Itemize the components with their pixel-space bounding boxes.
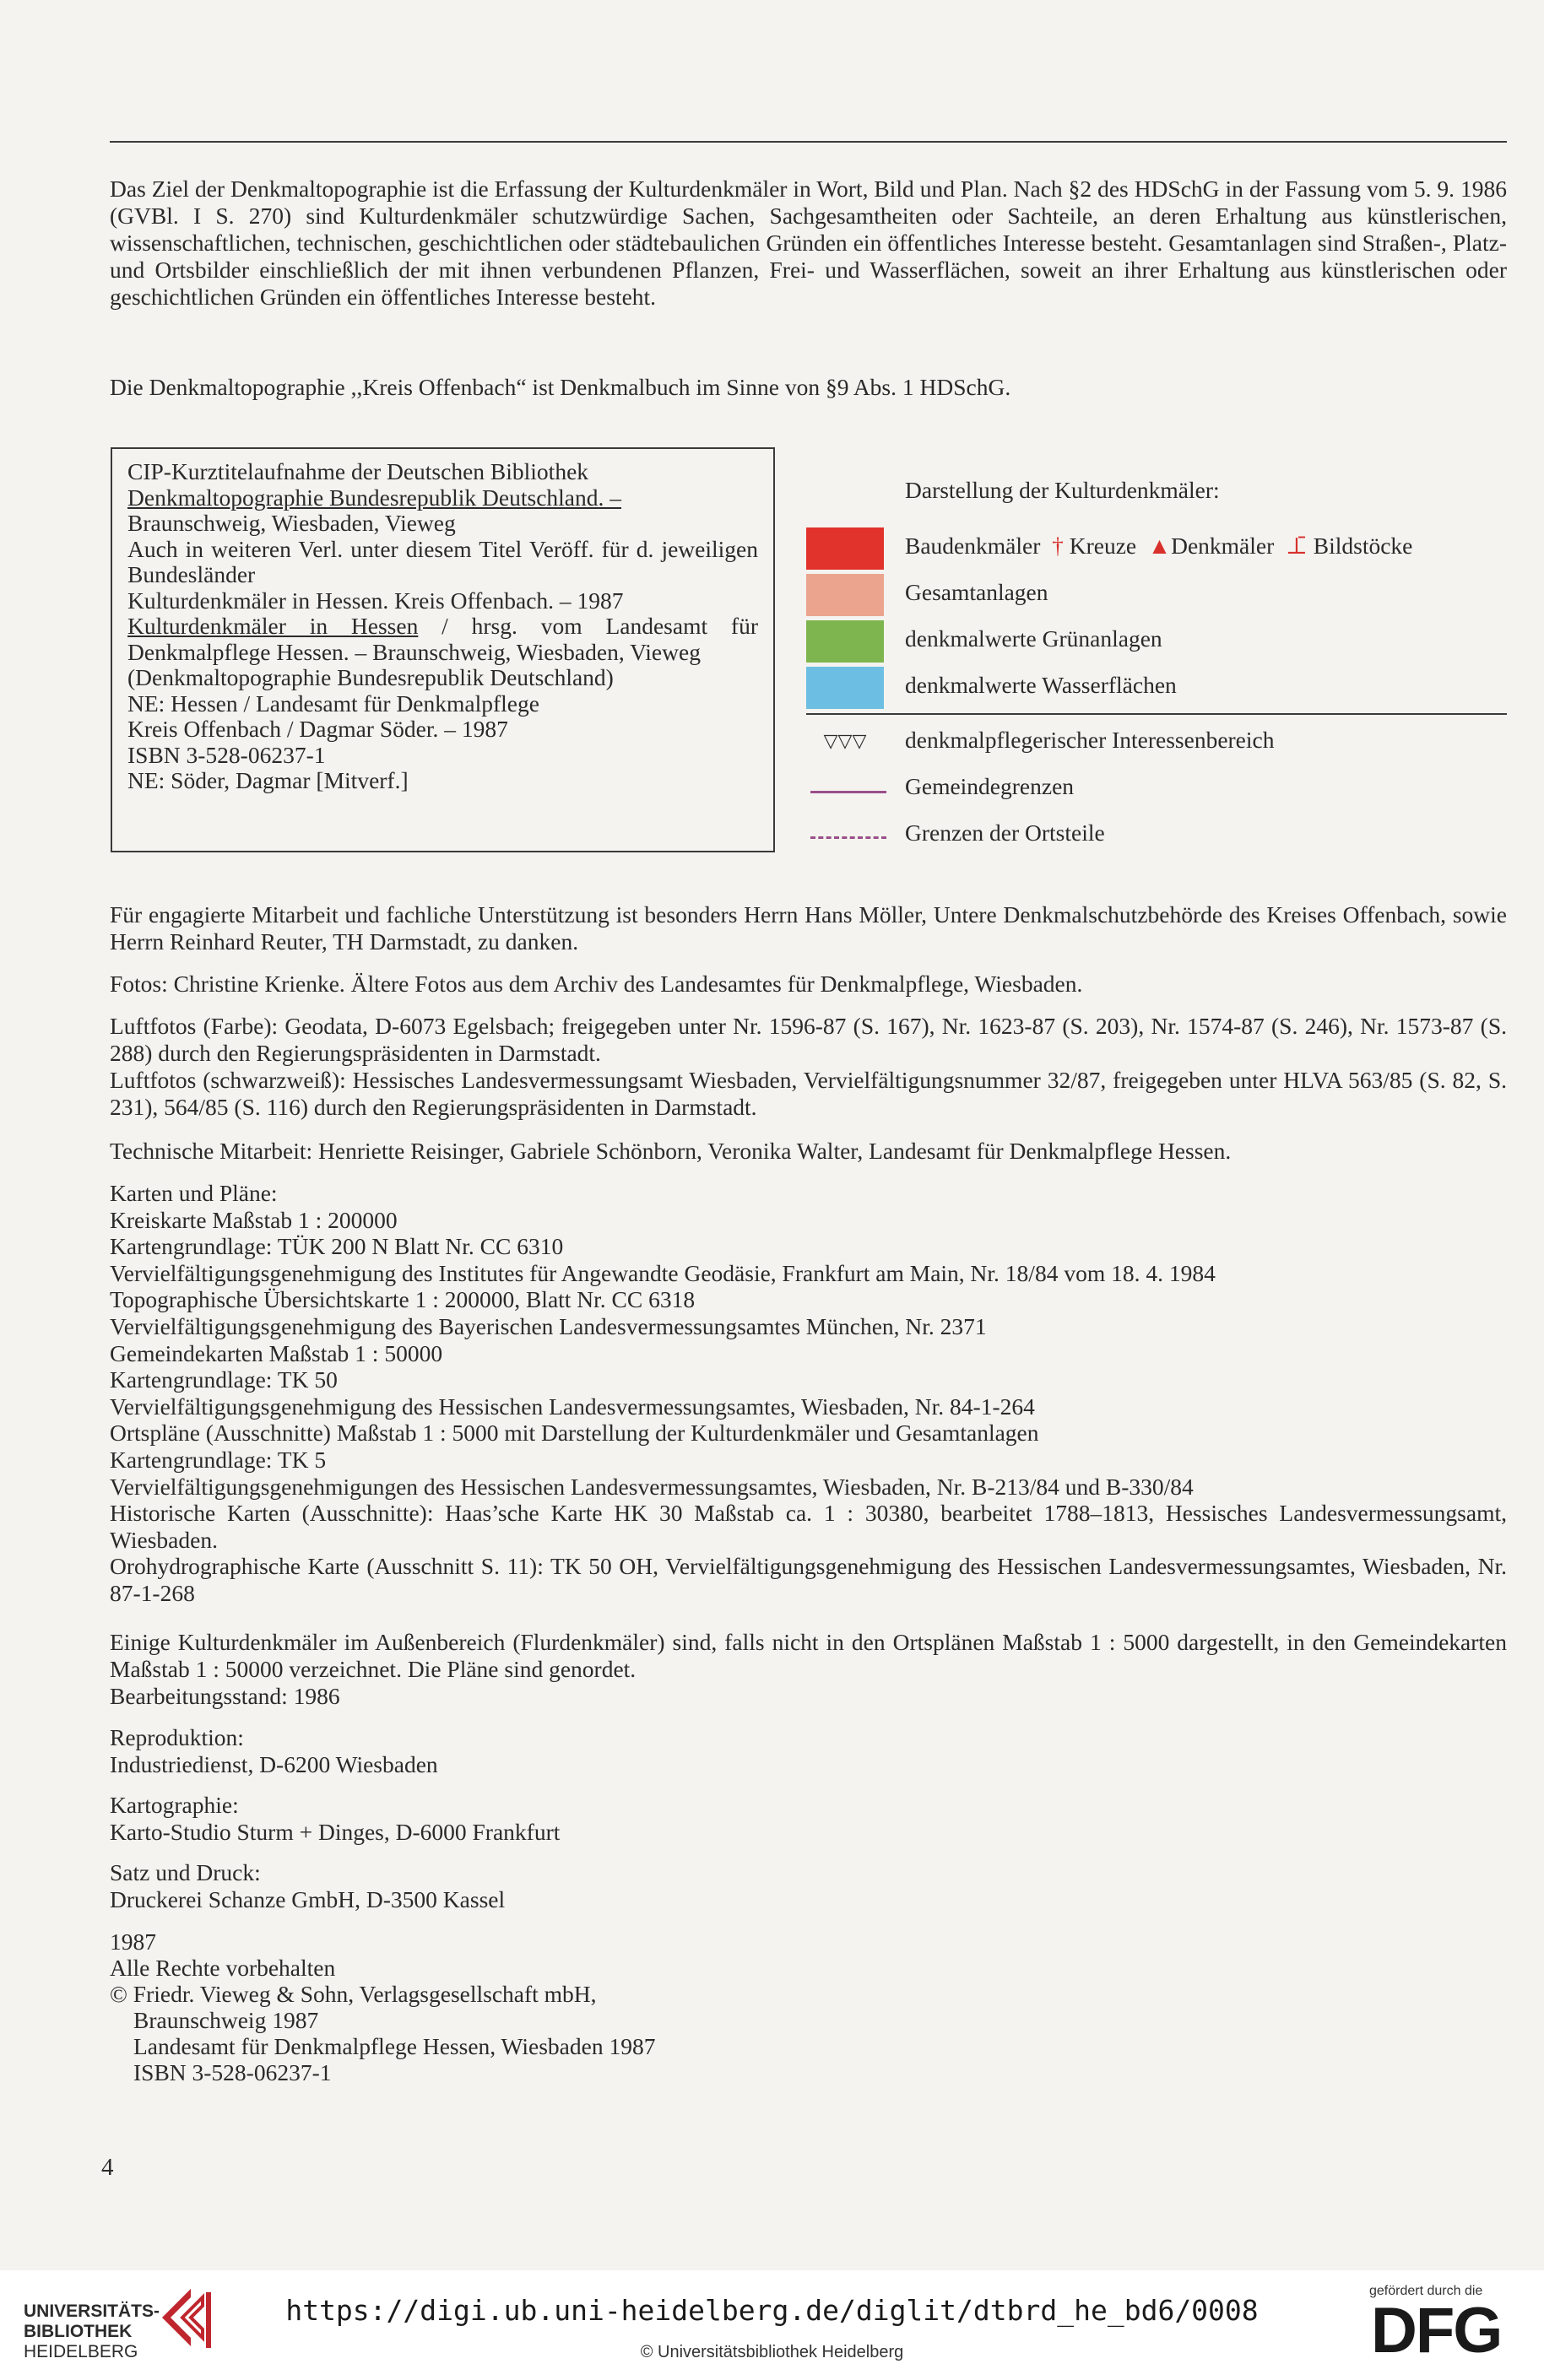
dfg-logo: DFG: [1371, 2295, 1502, 2366]
legend-label: denkmalpflegerischer Interessenbereich: [905, 727, 1275, 753]
section-heading: Reproduktion:: [110, 1724, 244, 1750]
library-name-line: BIBLIOTHEK: [24, 2322, 133, 2341]
maps-line: Vervielfältigungsgenehmigung des Bayerischen Landesvermessungsamtes München, Nr. 2371: [110, 1312, 987, 1339]
maps-line: Gemeindekarten Maßstab 1 : 50000: [110, 1339, 443, 1366]
cip-line: Kulturdenkmäler in Hessen. Kreis Offenbach. – 1987: [127, 587, 624, 614]
library-name-line: HEIDELBERG: [24, 2342, 138, 2361]
legend-label: Grenzen der Ortsteile: [905, 819, 1105, 846]
maps-line: Karten und Pläne:: [110, 1180, 278, 1206]
cip-line: [127, 614, 758, 665]
impressum-satz: [110, 1859, 1507, 1913]
rights-line: Landesamt für Denkmalpflege Hessen, Wiesbaden 1987: [133, 2033, 656, 2059]
rights-line: 1987: [110, 1928, 156, 1955]
footer-copyright: © Universitätsbibliothek Heidelberg: [640, 2343, 904, 2361]
cip-publisher: / hrsg. vom Landesamt für Denkmalpflege Hessen. – Braunschweig, Wiesbaden, Vieweg: [127, 613, 758, 665]
section-value: Druckerei Schanze GmbH, D-3500 Kassel: [110, 1886, 506, 1912]
legend-row-bau: [905, 533, 1412, 560]
dashed-line-icon: [810, 836, 886, 839]
rights-line: ISBN 3-528-06237-1: [133, 2059, 332, 2085]
triangle-icon: ▲: [1142, 533, 1172, 559]
maps-line: Vervielfältigungsgenehmigung des Hessischen Landesvermessungsamtes, Wiesbaden, Nr. 84-1-264: [110, 1393, 1035, 1420]
legend-label: Bildstöcke: [1313, 533, 1413, 559]
cip-line: NE: Söder, Dagmar [Mitverf.]: [127, 767, 409, 793]
legend-label: Baudenkmäler: [905, 533, 1041, 559]
technical-credit: Technische Mitarbeit: Henriette Reisinger, Gabriele Schönborn, Veronika Walter, Landesamt für Denkmalpflege Hessen.: [110, 1138, 1232, 1164]
legend-label: denkmalwerte Wasserflächen: [905, 672, 1177, 698]
rights-line: Alle Rechte vorbehalten: [110, 1955, 336, 1981]
swatch-gruenanlagen: [806, 620, 884, 663]
maps-line: Historische Karten (Ausschnitte): Haas’sche Karte HK 30 Maßstab ca. 1 : 30380, bearbeitet 1788–1813, Hessisches Landesvermessungsamt, Wiesbaden.: [110, 1500, 1507, 1553]
impressum-karto: [110, 1792, 1507, 1846]
top-rule: [110, 141, 1507, 143]
denkmalbuch-paragraph: Die Denkmaltopographie ,,Kreis Offenbach“ ist Denkmalbuch im Sinne von §9 Abs. 1 HDSchG.: [110, 374, 1011, 400]
maps-line: Vervielfältigungsgenehmigung des Institutes für Angewandte Geodäsie, Frankfurt am Main, Nr. 18/84 vom 18. 4. 1984: [110, 1259, 1216, 1286]
cip-box: [111, 447, 775, 852]
swatch-gesamtanlagen: [806, 574, 884, 616]
maps-line: Kartengrundlage: TÜK 200 N Blatt Nr. CC 6310: [110, 1233, 564, 1260]
cip-line: Kreis Offenbach / Dagmar Söder. – 1987: [127, 716, 508, 742]
section-value: Karto-Studio Sturm + Dinges, D-6000 Frankfurt: [110, 1819, 561, 1845]
bildstock-icon: ⊥̄: [1280, 533, 1308, 559]
maps-line: Vervielfältigungsgenehmigungen des Hessischen Landesvermessungsamtes, Wiesbaden, Nr. B-213/84 und B-330/84: [110, 1473, 1194, 1500]
triangles-icon: ▽▽▽: [823, 730, 867, 751]
swatch-wasserflaechen: [806, 667, 884, 709]
section-value: Industriedienst, D-6200 Wiesbaden: [110, 1751, 438, 1777]
dfg-note: gefördert durch die: [1369, 2284, 1483, 2298]
cip-title-underlined: Kulturdenkmäler in Hessen: [127, 613, 419, 639]
impressum-rights: [110, 1928, 1507, 2085]
cip-line: NE: Hessen / Landesamt für Denkmalpflege: [127, 690, 539, 717]
cip-line: CIP-Kurztitelaufnahme der Deutschen Bibliothek: [127, 458, 589, 484]
maps-line: Kreiskarte Maßstab 1 : 200000: [110, 1206, 398, 1233]
cip-line: (Denkmaltopographie Bundesrepublik Deutschland): [127, 664, 614, 690]
maps-line: Kartengrundlage: TK 5: [110, 1446, 327, 1473]
swatch-baudenkmaeler: [806, 527, 884, 570]
cross-icon: †: [1046, 533, 1064, 559]
aerial-bw-credit: Luftfotos (schwarzweiß): Hessisches Landesvermessungsamt Wiesbaden, Vervielfältigungsnummer 32/87, freigegeben unter HLVA 563/85 (S. 82, S. 231), 564/85 (S. 116) durch den Regierungspräsidenten in Darmstadt.: [110, 1067, 1507, 1120]
maps-line: Ortspläne (Ausschnitte) Maßstab 1 : 5000 mit Darstellung der Kulturdenkmäler und Gesamtanlagen: [110, 1420, 1039, 1447]
legend-label: denkmalwerte Grünanlagen: [905, 625, 1162, 652]
legend-label: Denkmäler: [1171, 533, 1275, 559]
maps-section: [110, 1180, 1507, 1607]
cip-line: Braunschweig, Wiesbaden, Vieweg: [127, 510, 456, 536]
impressum-repro: [110, 1724, 1507, 1778]
page-number: 4: [101, 2154, 114, 2181]
photos-credit: Fotos: Christine Krienke. Ältere Fotos aus dem Archiv des Landesamtes für Denkmalpflege, Wiesbaden.: [110, 971, 1083, 997]
legend-label: Gesamtanlagen: [905, 579, 1048, 605]
permalink-url[interactable]: https://digi.ub.uni-heidelberg.de/diglit/dtbrd_he_bd6/0008: [285, 2294, 1259, 2327]
cip-line: Denkmaltopographie Bundesrepublik Deutschland. –: [127, 484, 622, 511]
legend-divider: [806, 713, 1507, 715]
cip-line: Auch in weiteren Verl. unter diesem Titel Veröff. für d. jeweiligen Bundesländer: [127, 535, 758, 587]
rights-line: © Friedr. Vieweg & Sohn, Verlagsgesellschaft mbH,: [110, 1981, 597, 2007]
maps-line: Kartengrundlage: TK 50: [110, 1366, 338, 1393]
thanks-paragraph: Für engagierte Mitarbeit und fachliche Unterstützung ist besonders Herrn Hans Möller, Untere Denkmalschutzbehörde des Kreises Offenbach, sowie Herrn Reinhard Reuter, TH Darmstadt, zu danken.: [110, 901, 1507, 955]
maps-line: Topographische Übersichtskarte 1 : 200000, Blatt Nr. CC 6318: [110, 1286, 696, 1313]
legend-label: Kreuze: [1069, 533, 1137, 559]
rights-line: Braunschweig 1987: [133, 2007, 319, 2033]
maps-line: Orohydrographische Karte (Ausschnitt S. 11): TK 50 OH, Vervielfältigungsgenehmigung des Hessischen Landesvermessungsamtes, Wiesbaden, Nr. 87-1-268: [110, 1553, 1507, 1606]
solid-line-icon: [810, 791, 886, 793]
field-monuments-paragraph: Einige Kulturdenkmäler im Außenbereich (Flurdenkmäler) sind, falls nicht in den Ortsplänen Maßstab 1 : 5000 dargestellt, in den Gemeindekarten Maßstab 1 : 50000 verzeichnet. Die Pläne sind genordet.: [110, 1629, 1507, 1682]
legend-title: Darstellung der Kulturdenkmäler:: [905, 477, 1220, 503]
legend-label: Gemeindegrenzen: [905, 773, 1075, 799]
edit-status: Bearbeitungsstand: 1986: [110, 1683, 340, 1709]
cip-line: ISBN 3-528-06237-1: [127, 741, 326, 768]
aerial-color-credit: Luftfotos (Farbe): Geodata, D-6073 Egelsbach; freigegeben unter Nr. 1596-87 (S. 167), Nr. 1623-87 (S. 203), Nr. 1574-87 (S. 246), Nr. 1573-87 (S. 288) durch den Regierungspräsidenten in Darmstadt.: [110, 1013, 1507, 1066]
intro-paragraph: Das Ziel der Denkmaltopographie ist die Erfassung der Kulturdenkmäler in Wort, Bild und Plan. Nach §2 des HDSchG in der Fassung vom 5. 9. 1986 (GVBl. I S. 270) sind Kulturdenkmäler schutzwürdige Sachen, Sachgesamtheiten oder Sachteile, an deren Erhaltung aus künstlerischen, wissenschaftlichen, technischen, geschichtlichen oder städtebaulichen Gründen ein öffentliches Interesse besteht. Gesamtanlagen sind Straßen-, Platz- und Ortsbilder einschließlich der mit ihnen verbundenen Pflanzen, Frei- und Wasserflächen, soweit an ihrer Erhaltung aus künstlerischen oder geschichtlichen Gründen ein öffentliches Interesse besteht.: [110, 176, 1507, 310]
section-heading: Kartographie:: [110, 1792, 239, 1818]
section-heading: Satz und Druck:: [110, 1859, 261, 1885]
library-name-line: UNIVERSITÄTS-: [24, 2302, 160, 2321]
